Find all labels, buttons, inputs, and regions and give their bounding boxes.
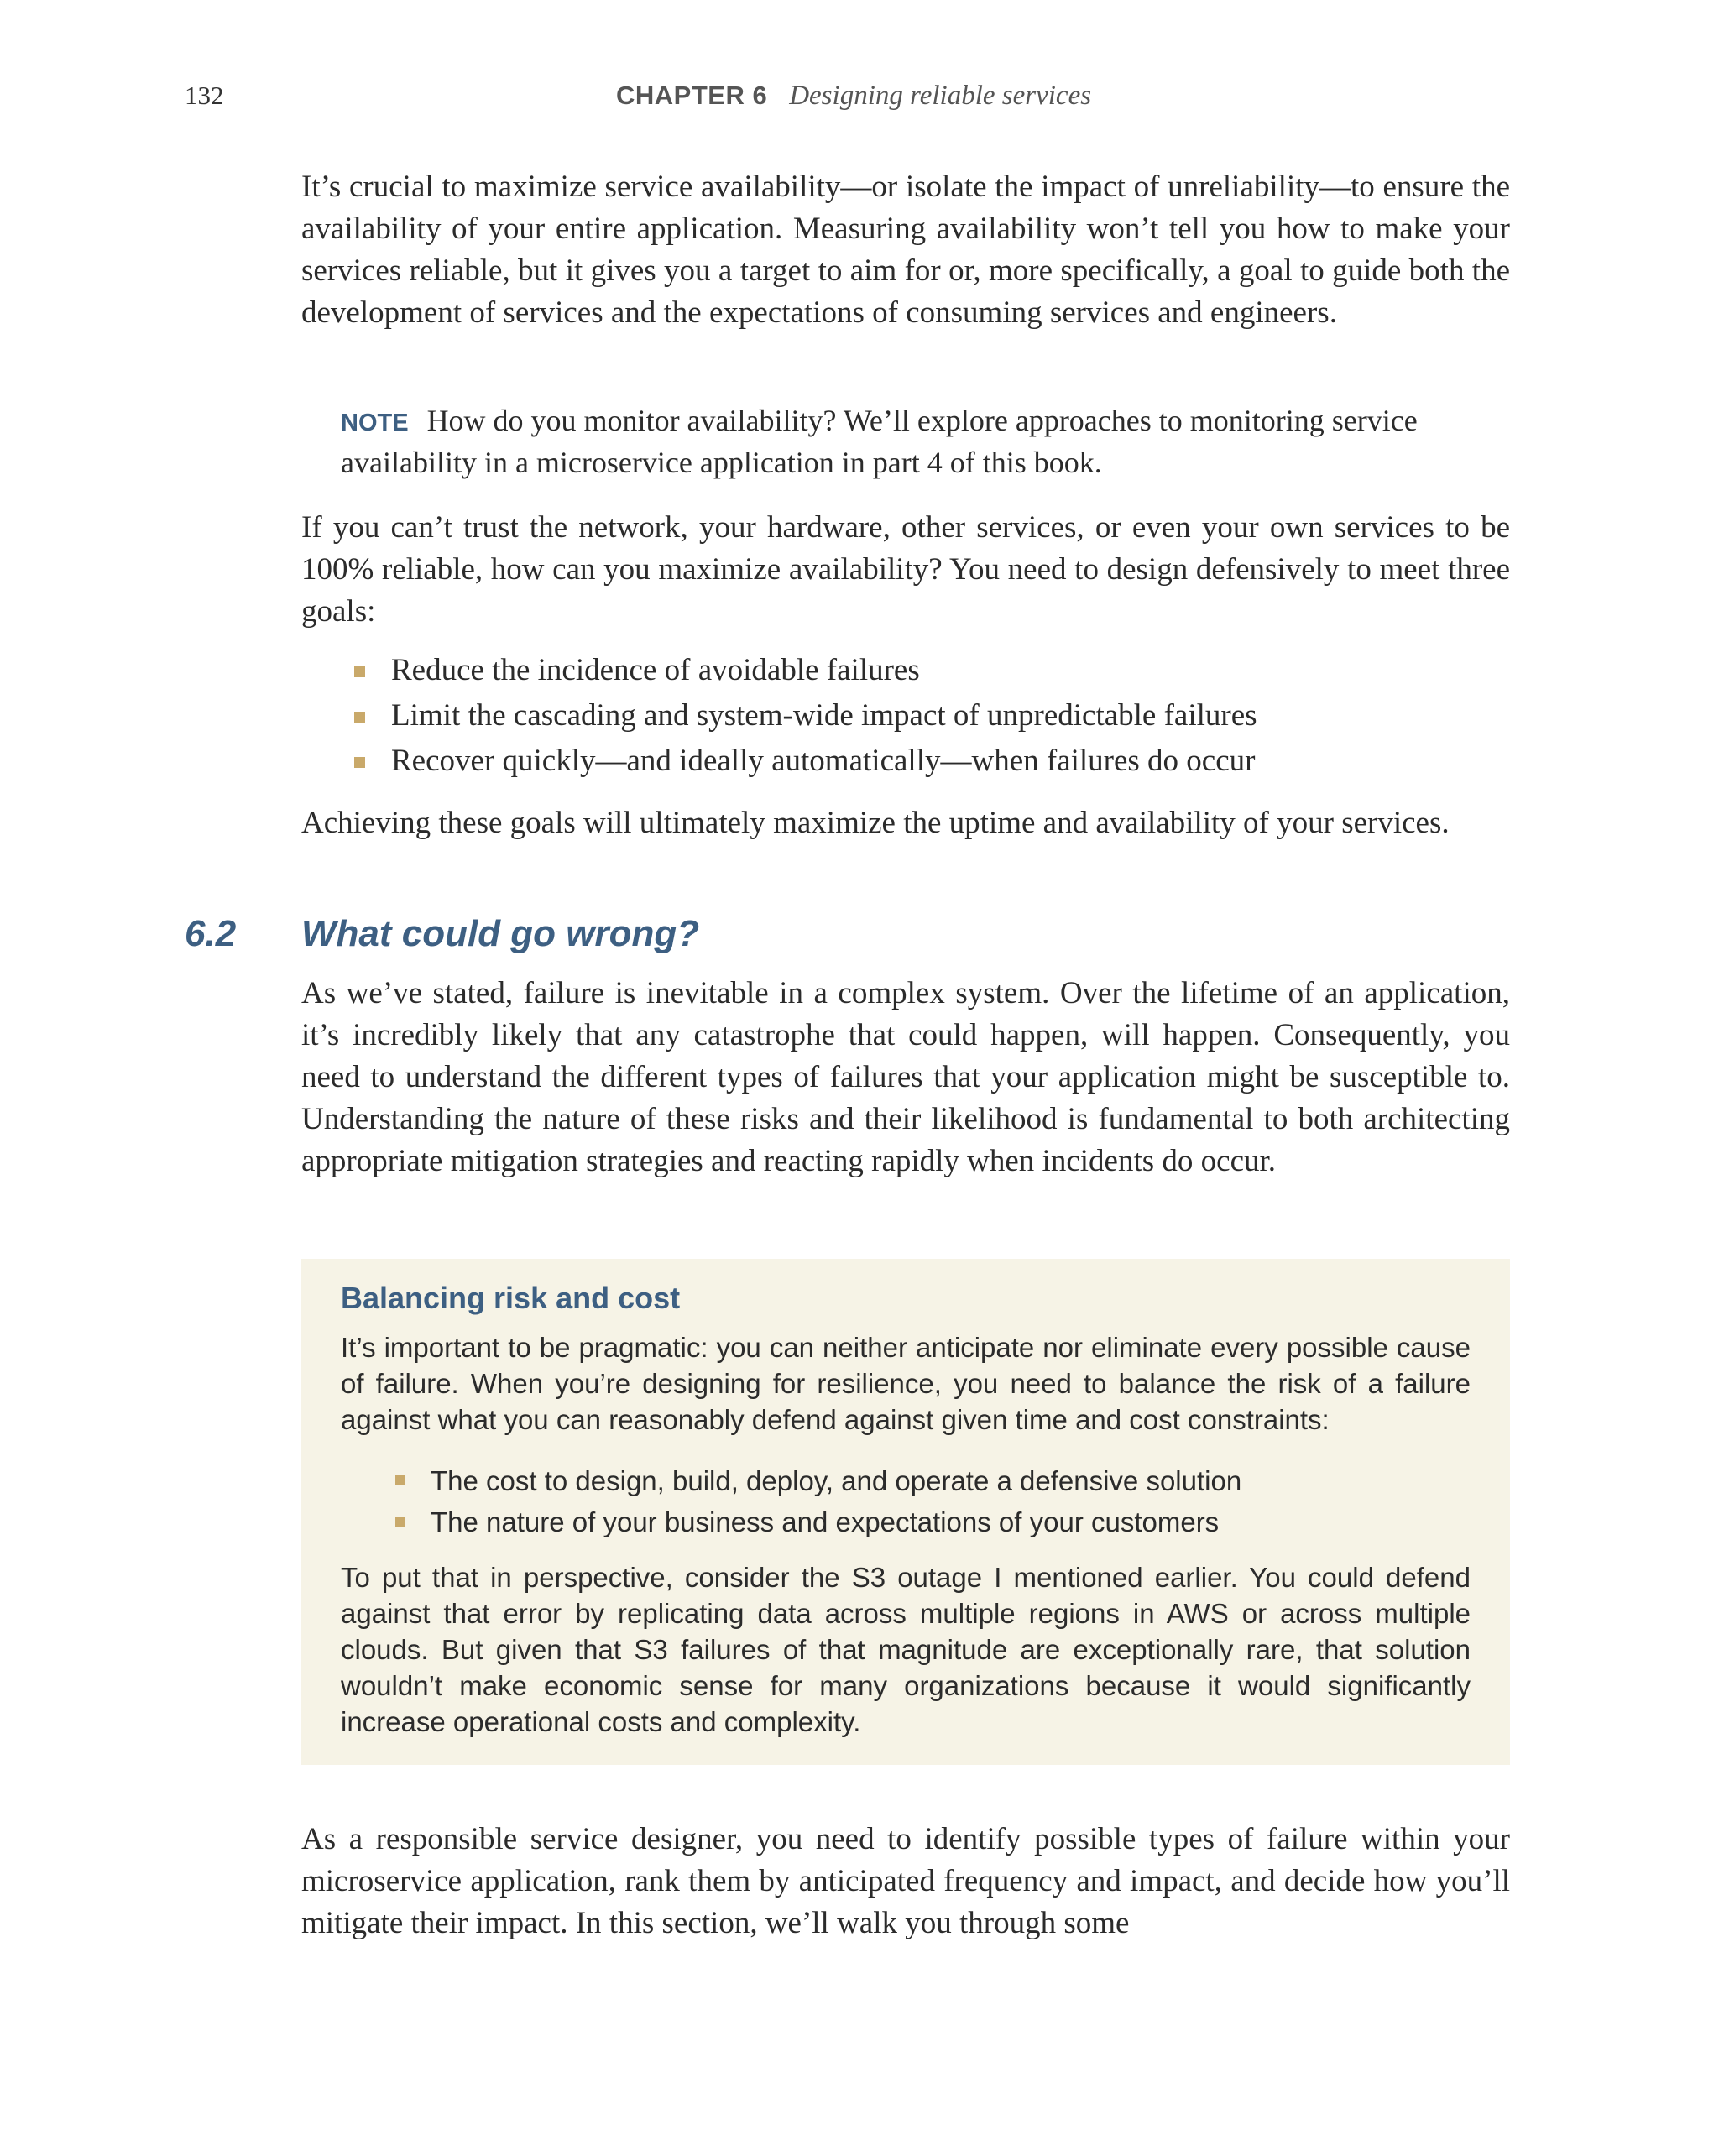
square-bullet-icon [354, 757, 365, 768]
note-text: How do you monitor availability? We’ll explore approaches to monitoring service availability in a microservice application in part 4 of this book. [341, 404, 1418, 479]
note-block [341, 401, 1466, 483]
running-head [616, 81, 1091, 112]
list-item [394, 1460, 1468, 1501]
square-bullet-icon [395, 1475, 405, 1485]
square-bullet-icon [395, 1517, 405, 1527]
intro-paragraph: It’s crucial to maximize service availability—or isolate the impact of unreliability—to ensure the availability of your entire application. Measuring availability won’t tell you how to make your services reliable, but it gives you a target to aim for or, more specifically, a goal to guide both the development of services and the expectations of consuming services and engineers. [301, 170, 1510, 330]
section-title: What could go wrong? [301, 913, 700, 954]
goal-text: Reduce the incidence of avoidable failures [391, 653, 920, 687]
chapter-label: CHAPTER 6 [616, 81, 768, 110]
section-intro-paragraph: As we’ve stated, failure is inevitable in a complex system. Over the lifetime of an application, it’s incredibly likely that any catastrophe that could happen, will happen. Consequently, you need to understand the different types of failures that your application might be susceptible to. Understanding the nature of these risks and their likelihood is fundamental to both architecting appropriate mitigation strategies and reacting rapidly when incidents do occur. [301, 976, 1510, 1178]
chapter-title: Designing reliable services [789, 81, 1092, 111]
square-bullet-icon [354, 712, 365, 723]
list-item [353, 739, 1511, 784]
page-number: 132 [185, 81, 224, 110]
list-item [394, 1501, 1468, 1543]
sidebar-list [394, 1460, 1468, 1543]
goal-text: Recover quickly—and ideally automatically—when failures do occur [391, 744, 1256, 778]
square-bullet-icon [354, 666, 365, 677]
sidebar-bullet-text: The cost to design, build, deploy, and operate a defensive solution [431, 1465, 1242, 1496]
note-label: NOTE [341, 410, 409, 436]
sidebar-paragraph: To put that in perspective, consider the S3 outage I mentioned earlier. You could defend against that error by replicating data across multiple regions in AWS or across multiple clouds. But given that S3 failures of that magnitude are exceptionally rare, that solution wouldn’t make economic sense for many organizations because it would significantly increase operational costs and complexity. [341, 1562, 1471, 1737]
running-header [0, 81, 1719, 123]
sidebar-paragraph: It’s important to be pragmatic: you can neither anticipate nor eliminate every possible cause of failure. When you’re designing for resilience, you need to balance the risk of a failure against what you can reasonably defend against given time and cost constraints: [341, 1332, 1471, 1435]
list-item [353, 693, 1511, 739]
sidebar-box [301, 1259, 1510, 1765]
closing-paragraph: As a responsible service designer, you need to identify possible types of failure within your microservice application, rank them by anticipated frequency and impact, and decide how you’ll mitigate their impact. In this section, we’ll walk you through some [301, 1822, 1510, 1940]
goal-text: Limit the cascading and system-wide impact of unpredictable failures [391, 698, 1257, 733]
section-number: 6.2 [185, 913, 237, 954]
sidebar-bullet-text: The nature of your business and expectations of your customers [431, 1506, 1220, 1537]
goals-list [353, 648, 1511, 784]
sidebar-title: Balancing risk and cost [341, 1281, 681, 1315]
trust-paragraph: If you can’t trust the network, your hardware, other services, or even your own services to be 100% reliable, how can you maximize availability? You need to design defensively to meet three goals: [301, 510, 1510, 629]
list-item [353, 648, 1511, 693]
achieving-paragraph: Achieving these goals will ultimately maximize the uptime and availability of your services. [301, 806, 1450, 840]
